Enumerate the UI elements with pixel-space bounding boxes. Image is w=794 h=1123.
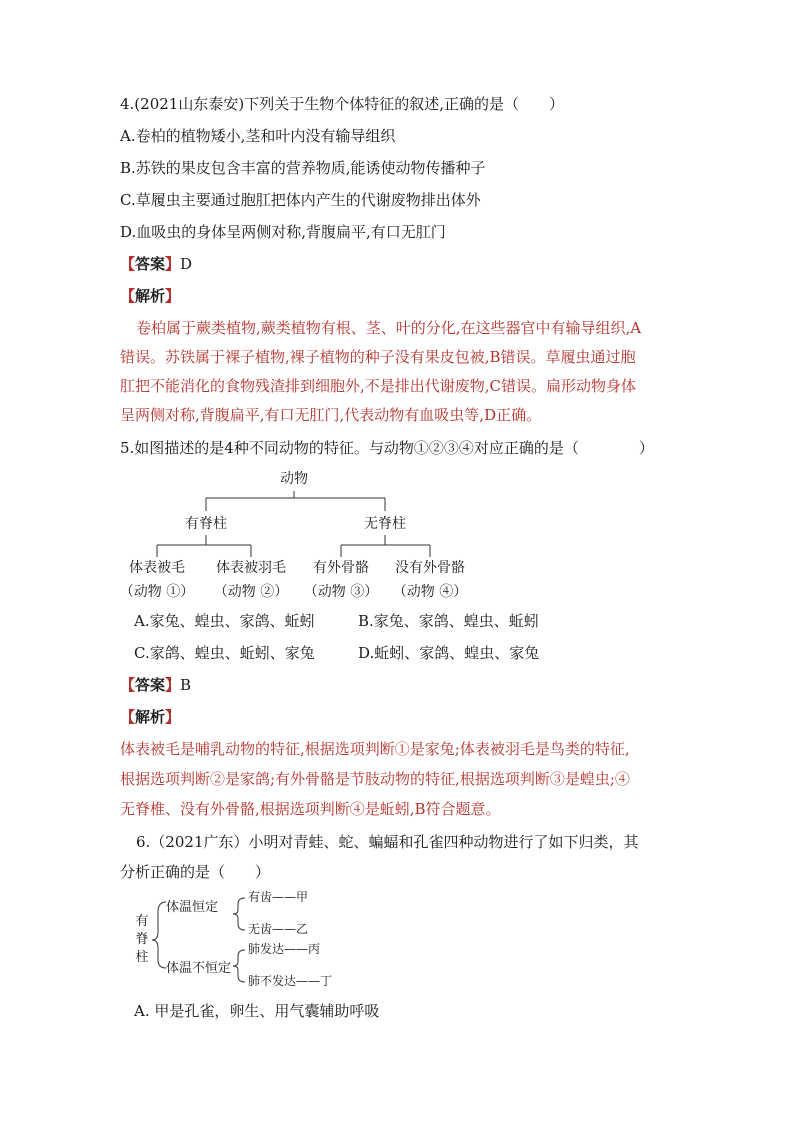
q6-root-char: 脊 (135, 932, 149, 947)
q4-analysis-label: 解析 (135, 287, 166, 305)
tree-root: 动物 (280, 471, 308, 487)
q5-option-b: B.家兔、家鸽、蝗虫、蚯蚓 (358, 612, 539, 630)
q6-root-char: 柱 (135, 950, 149, 965)
q6-leaf: 有齿——甲 (248, 890, 309, 904)
q6-root-char: 有 (135, 914, 149, 929)
tree-leaf: 没有外骨骼 (395, 560, 465, 576)
q4-analysis-line: 肛把不能消化的食物残渣排到细胞外,不是排出代谢废物,C错误。扁形动物身体 (120, 377, 637, 395)
q4-analysis-line: 呈两侧对称,背腹扁平,有口无肛门,代表动物有血吸虫等,D正确。 (120, 406, 542, 424)
tree-right-node: 无脊柱 (364, 516, 406, 532)
tree-leaf-label: （动物 ③） (303, 584, 379, 600)
q5-analysis-line: 体表被毛是哺乳动物的特征,根据选项判断①是家兔;体表被羽毛是鸟类的特征, (120, 740, 630, 758)
tree-leaf: 体表被毛 (129, 560, 185, 576)
q5-analysis-line: 根据选项判断②是家鸽;有外骨骼是节肢动物的特征,根据选项判断③是蝗虫;④ (120, 770, 630, 788)
q4-option-b: B.苏铁的果皮包含丰富的营养物质,能诱使动物传播种子 (120, 159, 486, 177)
q6-stem-line1: 6.（2021广东）小明对青蛙、蛇、蝙蝠和孔雀四种动物进行了如下归类，其 (136, 833, 639, 851)
q6-branch-brace (233, 950, 245, 982)
q6-leaf: 肺不发达——丁 (248, 974, 333, 988)
q6-root-brace (152, 902, 166, 968)
q5-answer-label: 答案 (135, 676, 166, 694)
q5-stem: 5.如图描述的是4种不同动物的特征。与动物①②③④对应正确的是（ ） (120, 439, 654, 457)
q5-analysis-label: 解析 (135, 708, 166, 726)
q6-branch: 体温不恒定 (166, 961, 232, 976)
q6-leaf: 无齿——乙 (248, 922, 309, 936)
q4-option-c: C.草履虫主要通过胞肛把体内产生的代谢废物排出体外 (120, 191, 481, 209)
q4-stem: 4.(2021山东泰安)下列关于生物个体特征的叙述,正确的是（ ） (120, 95, 564, 113)
q4-analysis-line: 错误。苏铁属于裸子植物,裸子植物的种子没有果皮包被,B错误。草履虫通过胞 (120, 348, 636, 366)
q5-answer-value: B (180, 676, 192, 694)
q6-branch: 体温恒定 (166, 900, 219, 915)
tree-leaf-label: （动物 ①） (119, 584, 195, 600)
q5-analysis-heading: 【解析】 (120, 708, 181, 726)
q6-branch-brace (233, 898, 245, 930)
tree-leaf-label: （动物 ②） (213, 584, 289, 600)
q6-stem-line2: 分析正确的是（ ） (120, 863, 271, 881)
q4-option-a: A.卷柏的植物矮小,茎和叶内没有输导组织 (120, 127, 396, 145)
q4-analysis-heading: 【解析】 (120, 287, 181, 305)
tree-leaf: 有外骨骼 (313, 560, 369, 576)
q4-analysis-line: 卷柏属于蕨类植物,蕨类植物有根、茎、叶的分化,在这些器官中有输导组织,A (136, 319, 642, 337)
tree-left-node: 有脊柱 (185, 516, 227, 532)
q5-option-a: A.家兔、蝗虫、家鸽、蚯蚓 (134, 612, 315, 630)
tree-leaf: 体表被羽毛 (216, 560, 286, 576)
q5-analysis-line: 无脊椎、没有外骨骼,根据选项判断④是蚯蚓,B符合题意。 (120, 800, 501, 818)
q5-answer: 【答案】B (120, 676, 192, 694)
q5-option-d: D.蚯蚓、家鸽、蝗虫、家兔 (358, 644, 540, 662)
q6-option-a: A. 甲是孔雀，卵生、用气囊辅助呼吸 (134, 1002, 380, 1020)
q5-option-c: C.家鸽、蝗虫、蚯蚓、家兔 (134, 644, 315, 662)
q4-answer-label: 答案 (135, 255, 166, 273)
q4-option-d: D.血吸虫的身体呈两侧对称,背腹扁平,有口无肛门 (120, 223, 446, 241)
q4-answer: 【答案】D (120, 255, 193, 273)
tree-leaf-label: （动物 ④） (392, 584, 468, 600)
q4-answer-value: D (180, 255, 193, 273)
q6-leaf: 肺发达——丙 (248, 942, 321, 956)
